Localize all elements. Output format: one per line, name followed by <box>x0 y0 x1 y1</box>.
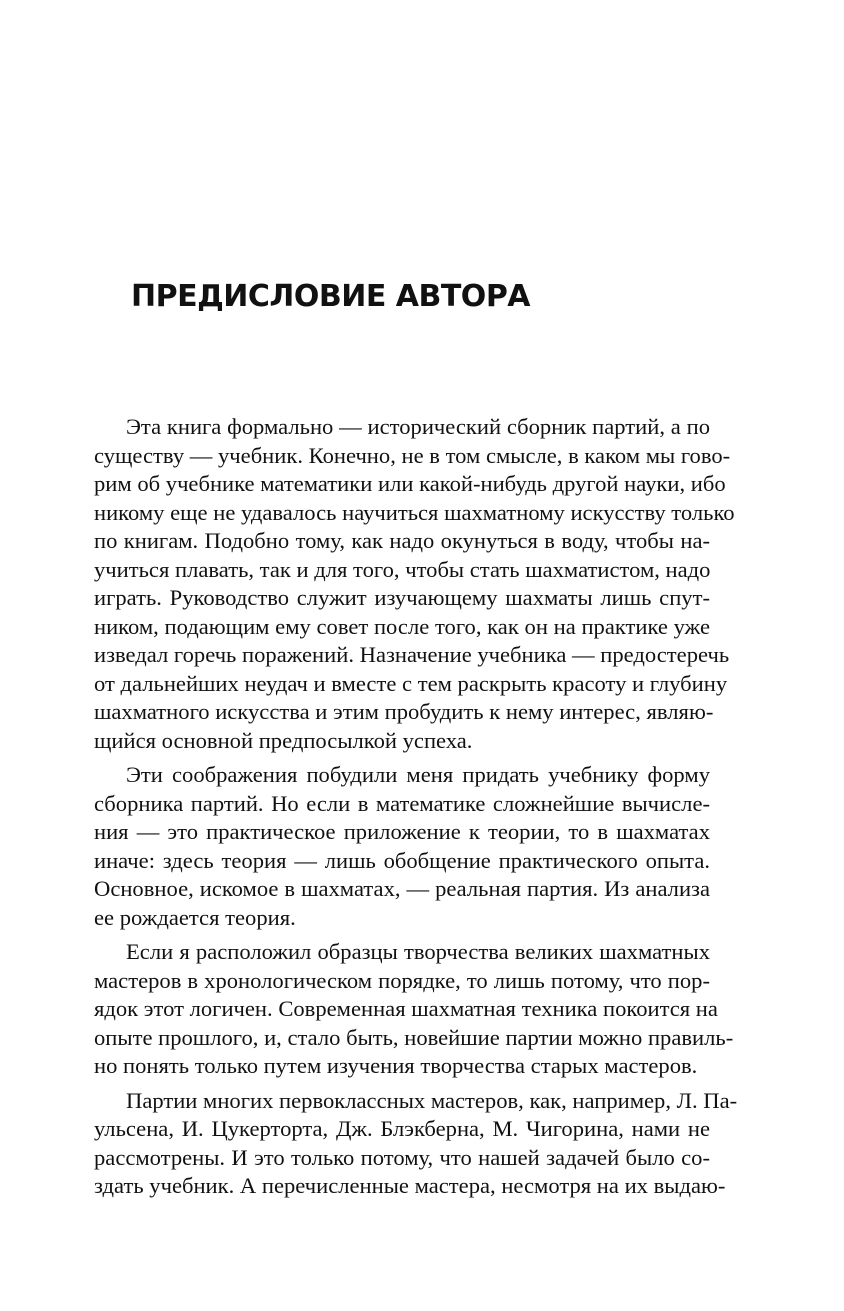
text-line: здать учебник. А перечисленные мастера, несмотря на их выдаю- <box>94 1173 726 1198</box>
paragraph-1 <box>94 413 735 755</box>
text-line: существу — учебник. Конечно, не в том смысле, в каком мы гово- <box>94 442 731 468</box>
text-line: сборника партий. Но если в математике сложнейшие вычисле- <box>94 790 710 816</box>
text-line: Партии многих первоклассных мастеров, как, например, Л. Па- <box>126 1087 738 1113</box>
text-line: Эта книга формально — исторический сборник партий, а по <box>126 414 710 439</box>
text-line: ния — это практическое приложение к теории, то в шахматах <box>94 819 710 844</box>
text-line: рассмотрены. И это только потому, что нашей задачей было со- <box>94 1144 710 1170</box>
text-line: Если я расположил образцы творчества великих шахматных <box>126 939 710 964</box>
text-line: от дальнейших неудач и вместе с тем раскрыть красоту и глубину <box>94 670 728 696</box>
text-line: рим об учебнике математики или какой-нибудь другой науки, ибо <box>94 471 726 496</box>
paragraph-4 <box>94 1087 738 1201</box>
text-line: никому еще не удавалось научиться шахматному искусству только <box>94 499 735 525</box>
body-text <box>94 413 738 1201</box>
text-line: шахматного искусства и этим пробудить к нему интерес, являю- <box>94 699 714 724</box>
text-line: но понять только путем изучения творчества старых мастеров. <box>94 1053 698 1078</box>
text-line: иначе: здесь теория — лишь обобщение практического опыта. <box>94 847 710 873</box>
text-line: ульсена, И. Цукерторта, Дж. Блэкберна, М. Чигорина, нами не <box>94 1116 710 1141</box>
text-line: Эти соображения побудили меня придать учебнику форму <box>126 762 710 787</box>
text-line: ником, подающим ему совет после того, как он на практике уже <box>94 613 710 639</box>
text-line: по книгам. Подобно тому, как надо окунуться в воду, чтобы на- <box>94 528 710 553</box>
text-line: играть. Руководство служит изучающему шахматы лишь спут- <box>94 585 710 610</box>
paragraph-2 <box>94 761 710 932</box>
text-line: ее рождается теория. <box>94 904 296 930</box>
text-line: ядок этот логичен. Современная шахматная техника покоится на <box>94 996 718 1021</box>
paragraph-3 <box>94 938 734 1081</box>
text-line: щийся основной предпосылкой успеха. <box>94 727 473 753</box>
text-line: учиться плавать, так и для того, чтобы стать шахматистом, надо <box>94 556 711 582</box>
text-line: мастеров в хронологическом порядке, то лишь потому, что пор- <box>94 967 710 993</box>
text-line: Основное, искомое в шахматах, — реальная партия. Из анализа <box>94 876 710 901</box>
text-line: изведал горечь поражений. Назначение учебника — предостеречь <box>94 642 730 667</box>
chapter-title: ПРЕДИСЛОВИЕ АВТОРА <box>131 279 531 314</box>
text-line: опыте прошлого, и, стало быть, новейшие партии можно правиль- <box>94 1024 734 1050</box>
